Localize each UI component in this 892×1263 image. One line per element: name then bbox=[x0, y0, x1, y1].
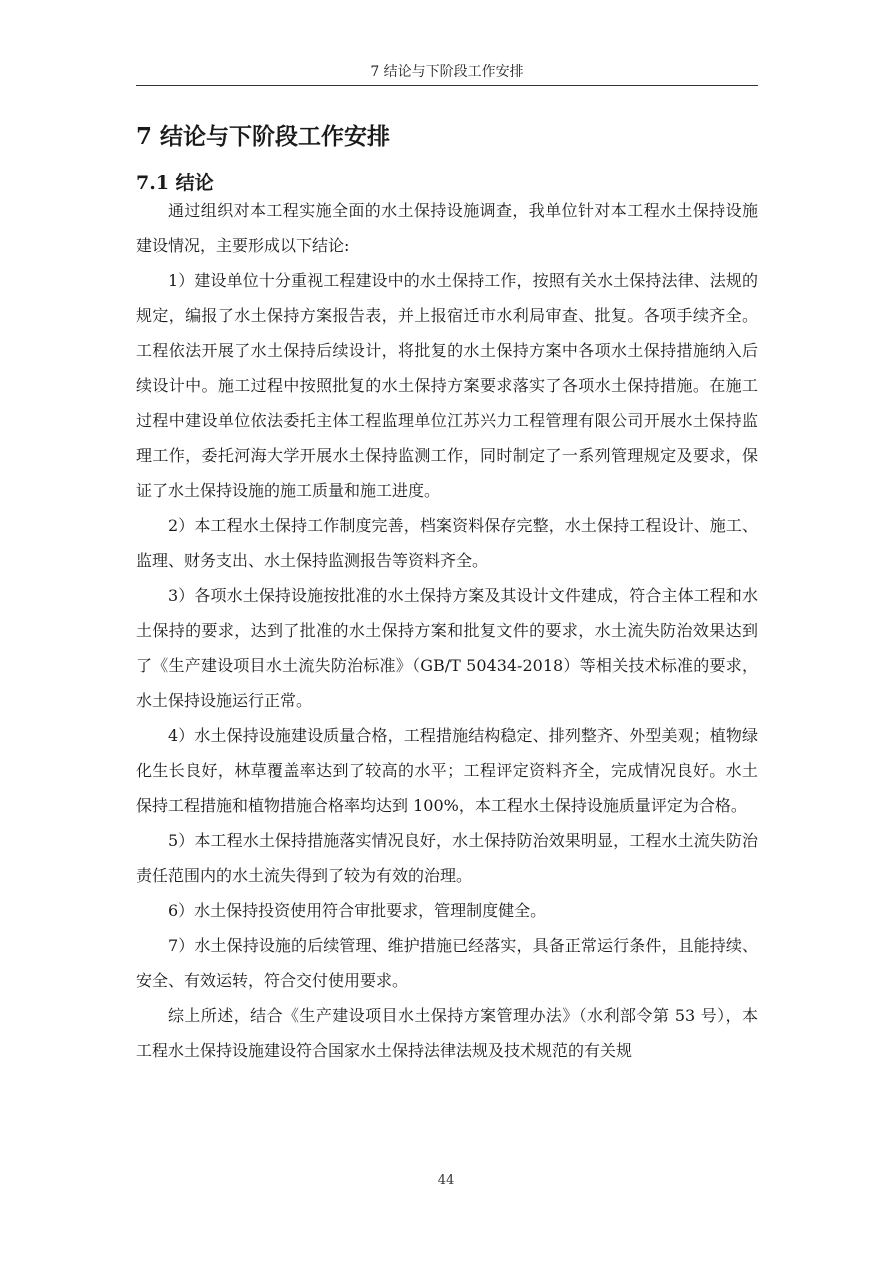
paragraph-conclusion-6: 6）水土保持投资使用符合审批要求，管理制度健全。 bbox=[168, 901, 547, 920]
paragraph-conclusion-3: 3）各项水土保持设施按批准的水土保持方案及其设计文件建成，符合主体工程和水土保持的要求，达到了批准的水土保持方案和批复文件的要求，水土流失防治效果达到了《生产建设项目水土流失防治标准》（GB/T 50434-2018）等相关技术标准的要求，水土保持设施运行正常。 bbox=[136, 586, 758, 710]
paragraph-conclusion-1: 1）建设单位十分重视工程建设中的水土保持工作，按照有关水土保持法律、法规的规定，编报了水土保持方案报告表，并上报宿迁市水利局审查、批复。各项手续齐全。工程依法开展了水土保持后续设计，将批复的水土保持方案中各项水土保持措施纳入后续设计中。施工过程中按照批复的水土保持方案要求落实了各项水土保持措施。在施工过程中建设单位依法委托主体工程监理单位江苏兴力工程管理有限公司开展水土保持监理工作，委托河海大学开展水土保持监测工作，同时制定了一系列管理规定及要求，保证了水土保持设施的施工质量和施工进度。 bbox=[136, 271, 758, 500]
running-header: 7 结论与下阶段工作安排 bbox=[370, 64, 524, 80]
body-text bbox=[136, 193, 758, 1068]
header-divider bbox=[136, 85, 758, 86]
paragraph-summary: 综上所述，结合《生产建设项目水土保持方案管理办法》（水利部令第 53 号），本工程水土保持设施建设符合国家水土保持法律法规及技术规范的有关规 bbox=[136, 1006, 758, 1060]
paragraph-conclusion-7: 7）水土保持设施的后续管理、维护措施已经落实，具备正常运行条件，且能持续、安全、有效运转，符合交付使用要求。 bbox=[136, 936, 758, 990]
page-number: 44 bbox=[437, 1173, 455, 1188]
paragraph-conclusion-4: 4）水土保持设施建设质量合格，工程措施结构稳定、排列整齐、外型美观；植物绿化生长良好，林草覆盖率达到了较高的水平；工程评定资料齐全，完成情况良好。水土保持工程措施和植物措施合格率均达到 100%，本工程水土保持设施质量评定为合格。 bbox=[136, 726, 758, 815]
paragraph-conclusion-5: 5）本工程水土保持措施落实情况良好，水土保持防治效果明显，工程水土流失防治责任范围内的水土流失得到了较为有效的治理。 bbox=[136, 831, 758, 885]
chapter-title: 7 结论与下阶段工作安排 bbox=[136, 123, 391, 150]
paragraph-intro: 通过组织对本工程实施全面的水土保持设施调查，我单位针对本工程水土保持设施建设情况，主要形成以下结论: bbox=[136, 201, 758, 255]
section-title: 7.1 结论 bbox=[136, 172, 214, 194]
paragraph-conclusion-2: 2）本工程水土保持工作制度完善，档案资料保存完整，水土保持工程设计、施工、监理、财务支出、水土保持监测报告等资料齐全。 bbox=[136, 516, 758, 570]
